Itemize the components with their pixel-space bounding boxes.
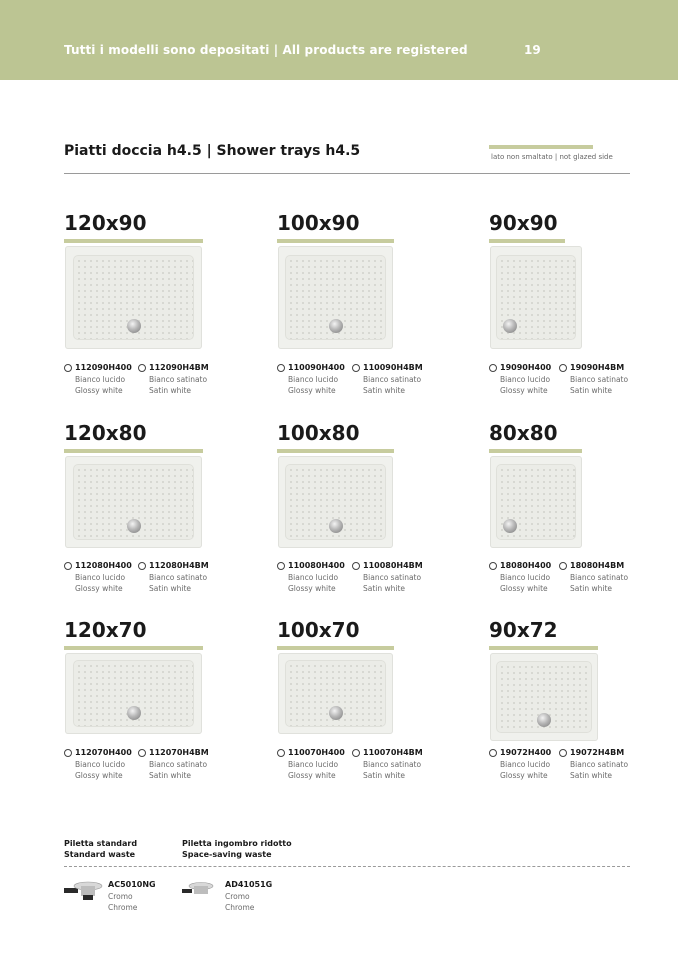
waste-divider — [64, 866, 630, 867]
shower-tray-image — [490, 653, 598, 741]
finish-en: Satin white — [363, 386, 406, 395]
shower-tray-image — [65, 653, 202, 734]
legend-swatch — [489, 145, 593, 149]
finish-en: Glossy white — [75, 386, 123, 395]
drain-icon — [329, 519, 343, 533]
product-code: 110090H4BM — [363, 363, 423, 372]
tray-size-title: 100x70 — [277, 618, 360, 642]
finish-it: Bianco satinato — [363, 760, 422, 769]
space-saving-waste-icon — [182, 880, 214, 900]
product-code: 19090H4BM — [570, 363, 625, 372]
tray-accent-bar — [277, 646, 394, 650]
radio-circle-icon[interactable] — [277, 562, 285, 570]
tray-size-title: 100x90 — [277, 211, 360, 235]
finish-en: Satin white — [149, 771, 192, 780]
finish-en: Satin white — [149, 584, 192, 593]
shower-tray-image — [278, 456, 393, 548]
product-option[interactable] — [64, 363, 132, 372]
finish-it: Bianco lucido — [500, 760, 551, 769]
product-finish — [500, 759, 550, 781]
finish-it: Bianco lucido — [288, 573, 339, 582]
finish-it: Bianco lucido — [500, 573, 551, 582]
shower-tray-image — [278, 246, 393, 349]
product-option[interactable] — [138, 363, 209, 372]
product-code: 110080H400 — [288, 561, 345, 570]
finish-en: Satin white — [363, 584, 406, 593]
tray-size-title: 120x80 — [64, 421, 147, 445]
product-finish — [75, 759, 125, 781]
waste-heading-standard — [64, 838, 137, 860]
shower-tray-image — [65, 456, 202, 548]
waste-heading-it: Piletta standard — [64, 839, 138, 848]
finish-en: Glossy white — [288, 584, 336, 593]
product-finish — [288, 572, 338, 594]
tray-accent-bar — [489, 239, 565, 243]
finish-it: Bianco satinato — [570, 375, 629, 384]
section-title: Piatti doccia h4.5 | Shower trays h4.5 — [64, 143, 361, 159]
shower-tray-image — [490, 456, 582, 548]
page-number: 19 — [524, 43, 541, 57]
radio-circle-icon[interactable] — [352, 562, 360, 570]
radio-circle-icon[interactable] — [489, 364, 497, 372]
product-option[interactable] — [352, 561, 423, 570]
title-divider — [64, 173, 630, 174]
waste-finish-it: Cromo — [225, 892, 250, 901]
tray-size-title: 120x90 — [64, 211, 147, 235]
product-finish — [363, 374, 421, 396]
drain-icon — [537, 713, 551, 727]
product-finish — [288, 374, 338, 396]
product-code: 112080H400 — [75, 561, 132, 570]
tray-accent-bar — [64, 646, 203, 650]
product-option[interactable] — [489, 561, 551, 570]
finish-en: Glossy white — [288, 386, 336, 395]
product-finish — [570, 572, 628, 594]
finish-it: Bianco satinato — [363, 375, 422, 384]
product-finish — [149, 572, 207, 594]
finish-en: Satin white — [570, 771, 613, 780]
tray-accent-bar — [489, 646, 598, 650]
finish-en: Glossy white — [500, 771, 548, 780]
finish-it: Bianco lucido — [288, 375, 339, 384]
radio-circle-icon[interactable] — [138, 562, 146, 570]
product-finish — [75, 572, 125, 594]
product-finish — [149, 374, 207, 396]
product-code: 110070H400 — [288, 748, 345, 757]
shower-tray-image — [490, 246, 582, 349]
drain-icon — [127, 319, 141, 333]
waste-finish-en: Chrome — [108, 903, 138, 912]
product-code: 19072H4BM — [570, 748, 625, 757]
product-finish — [363, 759, 421, 781]
finish-en: Glossy white — [75, 584, 123, 593]
radio-circle-icon[interactable] — [559, 749, 567, 757]
radio-circle-icon[interactable] — [138, 749, 146, 757]
legend-text: lato non smaltato | not glazed side — [491, 153, 613, 161]
product-option[interactable] — [277, 561, 345, 570]
radio-circle-icon[interactable] — [277, 364, 285, 372]
radio-circle-icon[interactable] — [277, 749, 285, 757]
tray-size-title: 80x80 — [489, 421, 558, 445]
drain-icon — [329, 319, 343, 333]
finish-en: Satin white — [570, 584, 613, 593]
tray-accent-bar — [277, 239, 394, 243]
product-finish — [570, 759, 628, 781]
standard-waste-icon — [64, 880, 104, 902]
finish-it: Bianco satinato — [149, 760, 208, 769]
tray-accent-bar — [489, 449, 582, 453]
product-option[interactable] — [64, 748, 132, 757]
finish-it: Bianco lucido — [75, 573, 126, 582]
product-code: 112090H400 — [75, 363, 132, 372]
product-option[interactable] — [352, 363, 423, 372]
finish-it: Bianco satinato — [363, 573, 422, 582]
tray-size-title: 90x72 — [489, 618, 558, 642]
radio-circle-icon[interactable] — [64, 562, 72, 570]
product-code: 112070H400 — [75, 748, 132, 757]
drain-icon — [127, 519, 141, 533]
radio-circle-icon[interactable] — [559, 364, 567, 372]
radio-circle-icon[interactable] — [352, 749, 360, 757]
product-option[interactable] — [138, 748, 209, 757]
radio-circle-icon[interactable] — [559, 562, 567, 570]
product-code: 110090H400 — [288, 363, 345, 372]
product-option[interactable] — [277, 363, 345, 372]
finish-en: Satin white — [149, 386, 192, 395]
product-option[interactable] — [138, 561, 209, 570]
finish-it: Bianco lucido — [75, 760, 126, 769]
product-option[interactable] — [559, 363, 624, 372]
waste-finish — [225, 891, 254, 913]
product-code: 112090H4BM — [149, 363, 209, 372]
finish-en: Glossy white — [288, 771, 336, 780]
shower-tray-image — [278, 653, 393, 734]
product-option[interactable] — [352, 748, 423, 757]
product-option[interactable] — [489, 748, 551, 757]
product-code: 19090H400 — [500, 363, 552, 372]
tray-size-title: 100x80 — [277, 421, 360, 445]
waste-finish-en: Chrome — [225, 903, 255, 912]
product-code: 110070H4BM — [363, 748, 423, 757]
header-band — [0, 0, 678, 80]
radio-circle-icon[interactable] — [64, 364, 72, 372]
product-finish — [75, 374, 125, 396]
waste-heading-it: Piletta ingombro ridotto — [182, 839, 292, 848]
product-finish — [500, 572, 550, 594]
product-option[interactable] — [489, 363, 551, 372]
radio-circle-icon[interactable] — [138, 364, 146, 372]
waste-finish — [108, 891, 137, 913]
product-finish — [570, 374, 628, 396]
finish-it: Bianco satinato — [149, 573, 208, 582]
radio-circle-icon[interactable] — [489, 749, 497, 757]
tray-size-title: 120x70 — [64, 618, 147, 642]
product-finish — [288, 759, 338, 781]
finish-it: Bianco satinato — [149, 375, 208, 384]
product-code: 19072H400 — [500, 748, 552, 757]
tray-accent-bar — [64, 449, 203, 453]
drain-icon — [329, 706, 343, 720]
finish-en: Glossy white — [75, 771, 123, 780]
product-code: 112070H4BM — [149, 748, 209, 757]
waste-heading-en: Space-saving waste — [182, 850, 272, 859]
waste-finish-it: Cromo — [108, 892, 133, 901]
product-option[interactable] — [559, 748, 624, 757]
drain-icon — [127, 706, 141, 720]
waste-heading-en: Standard waste — [64, 850, 136, 859]
radio-circle-icon[interactable] — [489, 562, 497, 570]
waste-code: AD41051G — [225, 880, 273, 889]
product-finish — [149, 759, 207, 781]
header-title: Tutti i modelli sono depositati | All products are registered — [64, 43, 468, 57]
tray-accent-bar — [64, 239, 203, 243]
product-option[interactable] — [64, 561, 132, 570]
product-code: 110080H4BM — [363, 561, 423, 570]
product-option[interactable] — [277, 748, 345, 757]
waste-heading-space-saving — [182, 838, 292, 860]
finish-it: Bianco lucido — [75, 375, 126, 384]
product-option[interactable] — [559, 561, 624, 570]
finish-en: Satin white — [570, 386, 613, 395]
waste-code: AC5010NG — [108, 880, 156, 889]
finish-en: Satin white — [363, 771, 406, 780]
finish-en: Glossy white — [500, 386, 548, 395]
product-code: 18080H400 — [500, 561, 552, 570]
radio-circle-icon[interactable] — [64, 749, 72, 757]
finish-it: Bianco satinato — [570, 760, 629, 769]
finish-en: Glossy white — [500, 584, 548, 593]
shower-tray-image — [65, 246, 202, 349]
product-code: 112080H4BM — [149, 561, 209, 570]
tray-accent-bar — [277, 449, 394, 453]
tray-size-title: 90x90 — [489, 211, 558, 235]
finish-it: Bianco satinato — [570, 573, 629, 582]
product-code: 18080H4BM — [570, 561, 625, 570]
finish-it: Bianco lucido — [288, 760, 339, 769]
radio-circle-icon[interactable] — [352, 364, 360, 372]
product-finish — [363, 572, 421, 594]
product-finish — [500, 374, 550, 396]
finish-it: Bianco lucido — [500, 375, 551, 384]
